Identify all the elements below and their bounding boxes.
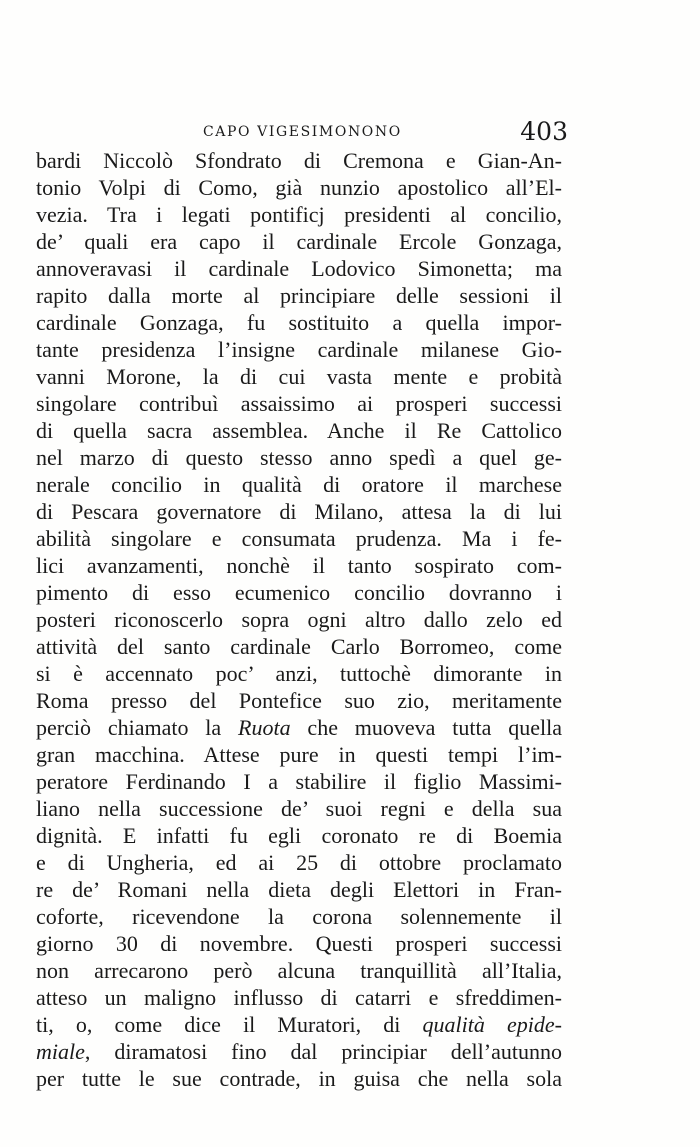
text-line	[36, 147, 562, 174]
text-run: singolare contribuì assaissimo ai prosperi successi	[36, 391, 562, 416]
text-line	[36, 228, 562, 255]
text-line	[36, 984, 562, 1011]
text-run: cardinale Gonzaga, fu sostituito a quella impor-	[36, 310, 562, 335]
text-line	[36, 444, 562, 471]
text-line	[36, 471, 562, 498]
text-run: si è accennato poc’ anzi, tuttochè dimorante in	[36, 661, 562, 686]
body-text	[36, 147, 562, 1092]
running-title: CAPO VIGESIMONONO	[203, 124, 402, 140]
text-line	[36, 390, 562, 417]
text-run: annoveravasi il cardinale Lodovico Simonetta; ma	[36, 256, 562, 281]
text-line	[36, 525, 562, 552]
italic-run: Ruota	[238, 715, 291, 740]
text-line	[36, 660, 562, 687]
text-line	[36, 876, 562, 903]
text-line	[36, 768, 562, 795]
text-run: de’ quali era capo il cardinale Ercole Gonzaga,	[36, 229, 562, 254]
text-line	[36, 849, 562, 876]
text-line	[36, 606, 562, 633]
text-run: tante presidenza l’insigne cardinale milanese Gio-	[36, 337, 562, 362]
text-run: tonio Volpi di Como, già nunzio apostolico all’El-	[36, 175, 562, 200]
text-run: liano nella successione de’ suoi regni e della sua	[36, 796, 562, 821]
text-run: perciò chiamato la	[36, 715, 239, 740]
text-run: nel marzo di questo stesso anno spedì a quel ge-	[36, 445, 562, 470]
text-line	[36, 714, 562, 741]
text-run: di quella sacra assemblea. Anche il Re Cattolico	[36, 418, 562, 443]
text-line	[36, 903, 562, 930]
text-line	[36, 795, 562, 822]
text-line	[36, 174, 562, 201]
text-run: giorno 30 di novembre. Questi prosperi successi	[36, 931, 562, 956]
text-run: gran macchina. Attese pure in questi tempi l’im-	[36, 742, 562, 767]
text-run: pimento di esso ecumenico concilio dovranno i	[36, 580, 562, 605]
text-line	[36, 336, 562, 363]
italic-run: qualità epide-	[422, 1012, 562, 1037]
text-line	[36, 1038, 562, 1065]
text-run: ti, o, come dice il Muratori, di	[36, 1012, 423, 1037]
text-line	[36, 633, 562, 660]
text-run: vezia. Tra i legati pontificj presidenti al concilio,	[36, 202, 562, 227]
page-number: 403	[520, 117, 568, 146]
text-run: abilità singolare e consumata prudenza. Ma i fe-	[36, 526, 562, 551]
text-line	[36, 957, 562, 984]
text-run: che muoveva tutta quella	[290, 715, 562, 740]
text-line	[36, 1011, 562, 1038]
text-run: vanni Morone, la di cui vasta mente e probità	[36, 364, 562, 389]
italic-run: miale	[36, 1039, 85, 1064]
text-line	[36, 579, 562, 606]
text-line	[36, 282, 562, 309]
text-run: di Pescara governatore di Milano, attesa la di lui	[36, 499, 562, 524]
text-run: bardi Niccolò Sfondrato di Cremona e Gian-An-	[36, 148, 562, 173]
text-run: rapito dalla morte al principiare delle sessioni il	[36, 283, 562, 308]
text-run: e di Ungheria, ed ai 25 di ottobre proclamato	[36, 850, 562, 875]
text-line	[36, 1065, 562, 1092]
text-line	[36, 741, 562, 768]
text-line	[36, 417, 562, 444]
text-run: , diramatosi fino dal principiar dell’autunno	[84, 1039, 562, 1064]
text-run: lici avanzamenti, nonchè il tanto sospirato com-	[36, 553, 562, 578]
text-line	[36, 255, 562, 282]
text-line	[36, 930, 562, 957]
text-line	[36, 363, 562, 390]
text-line	[36, 552, 562, 579]
text-run: peratore Ferdinando I a stabilire il figlio Massimi-	[36, 769, 562, 794]
text-run: Roma presso del Pontefice suo zio, meritamente	[36, 688, 562, 713]
text-line	[36, 498, 562, 525]
text-run: per tutte le sue contrade, in guisa che nella sola	[36, 1066, 562, 1091]
text-line	[36, 309, 562, 336]
text-run: nerale concilio in qualità di oratore il marchese	[36, 472, 562, 497]
text-line	[36, 822, 562, 849]
text-run: posteri riconoscerlo sopra ogni altro dallo zelo ed	[36, 607, 562, 632]
text-run: atteso un maligno influsso di catarri e sfreddimen-	[36, 985, 562, 1010]
text-line	[36, 687, 562, 714]
text-line	[36, 201, 562, 228]
text-run: re de’ Romani nella dieta degli Elettori in Fran-	[36, 877, 562, 902]
text-run: attività del santo cardinale Carlo Borromeo, come	[36, 634, 562, 659]
text-run: non arrecarono però alcuna tranquillità all’Italia,	[36, 958, 562, 983]
text-run: coforte, ricevendone la corona solennemente il	[36, 904, 562, 929]
text-run: dignità. E infatti fu egli coronato re di Boemia	[36, 823, 562, 848]
